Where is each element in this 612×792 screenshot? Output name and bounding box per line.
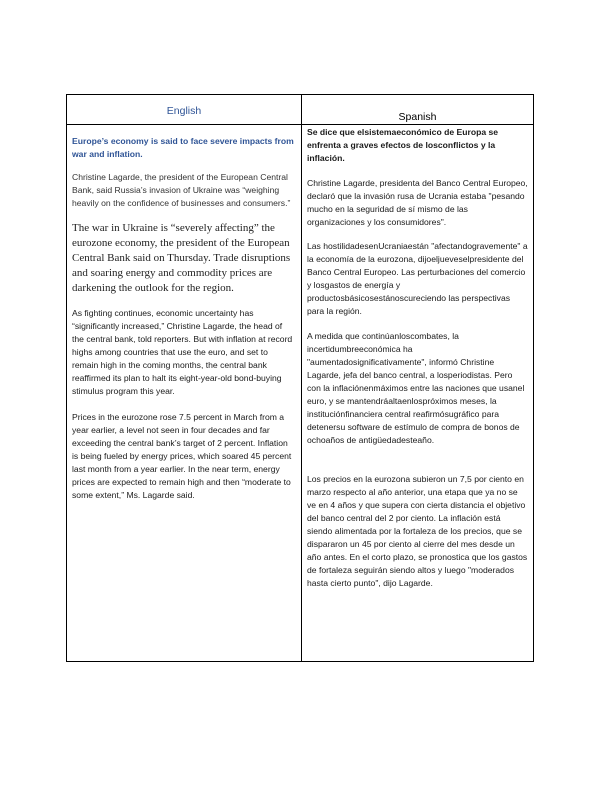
spanish-column [301, 95, 533, 661]
spanish-paragraph-4: Los precios en la eurozona subieron un 7,5 por ciento en marzo respecto al año anterior, una etapa que ya no se ve en 4 años y que supera con cierta distancia el objetivo del banco central del 2 por ciento. La inflación está siendo alimentada por la fortaleza de los precios, que se dispararon un 45 por ciento al cierre del mes desde un año antes. En el corto plazo, se pronostica que los gastos de fortaleza seguirán siendo altos y luego "moderados hasta cierto punto", dijo Lagarde. [307, 474, 528, 588]
english-paragraph-3: As fighting continues, economic uncertainty has “significantly increased,” Christine Lagarde, the head of the central bank, told reporters. But with inflation at record highs among countries that use the euro, and set to remain high in the coming months, the central bank reaffirmed its plan to halt its eight-year-old bond-buying stimulus program this year. [72, 308, 293, 396]
english-column [67, 95, 301, 661]
spanish-paragraph-2: Las hostilidadesenUcraniaestán "afectandogravemente" a la economía de la eurozona, dijoeljueveselpresidente del Banco Central Europeo. Las perturbaciones del comercio y losgastos de energía y productosbásicosestánoscureciendo las perspectivas para la región. [307, 241, 528, 316]
english-header: English [67, 95, 301, 125]
spanish-paragraph-1: Christine Lagarde, presidenta del Banco Central Europeo, declaró que la invasión rusa de Ucrania estaba "pesando mucho en la seguridad de sí mismo de las organizaciones y los consumidores". [307, 178, 528, 227]
english-paragraph-2: The war in Ukraine is “severely affecting” the eurozone economy, the president of the European Central Bank said on Thursday. Trade disruptions and soaring energy and commodity prices are darkening the outlook for the region. [72, 222, 291, 294]
spanish-header: Spanish [302, 95, 533, 125]
english-paragraph-4: Prices in the eurozone rose 7.5 percent in March from a year earlier, a level not seen in four decades and far exceeding the central bank’s target of 2 percent. Inflation is being fueled by energy prices, which soared 45 percent last month from a year earlier. In the near term, energy prices are expected to remain high and then “moderate to some extent,” Ms. Lagarde said. [72, 412, 292, 500]
english-title: Europe’s economy is said to face severe impacts from war and inflation. [72, 136, 294, 159]
spanish-title: Se dice que elsistemaeconómico de Europa se enfrenta a graves efectos de losconflictos y la inflación. [307, 127, 499, 163]
english-paragraph-1: Christine Lagarde, the president of the European Central Bank, said Russia’s invasion of Ukraine was “weighing heavily on the confidence of businesses and consumers.” [72, 172, 291, 208]
spanish-paragraph-3: A medida que continúanloscombates, la incertidumbreeconómica ha "aumentadosignificativamente", informó Christine Lagarde, jefa del banco central, a losperiodistas. Pero con la inflaciónenmáximos entre las naciones que usanel euro, y se mantendráaltaenlospróximos meses, la instituciónfinanciera central reafirmósugráfico para detenersu software de estímulo de compra de bonos de ochoaños de antigüedadesteaño. [307, 331, 525, 445]
translation-table [66, 94, 534, 662]
